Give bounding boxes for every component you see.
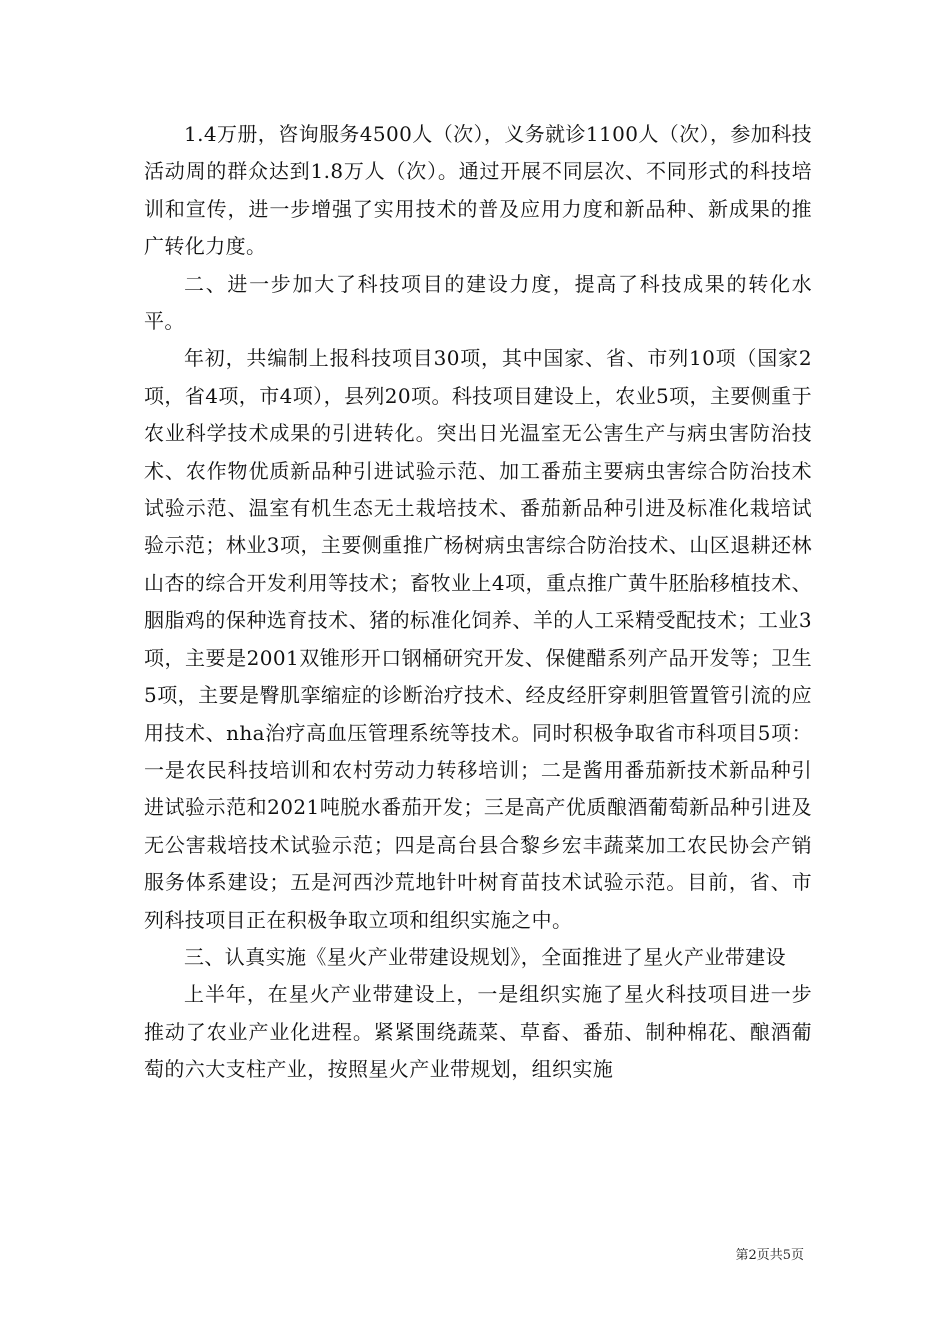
paragraph-1: 1.4万册，咨询服务4500人（次），义务就诊1100人（次），参加科技活动周的群众达到1.8万人（次）。通过开展不同层次、不同形式的科技培训和宣传，进一步增强了实用技术的普及应用力度和新品种、新成果的推广转化力度。 [144,122,813,259]
paragraph-spark-belt: 上半年，在星火产业带建设上，一是组织实施了星火科技项目进一步推动了农业产业化进程。紧紧围绕蔬菜、草畜、番茄、制种棉花、酿酒葡萄的六大支柱产业，按照星火产业带规划，组织实施 [144,982,812,1082]
section-heading-3: 三、认真实施《星火产业带建设规划》，全面推进了星火产业带建设 [184,944,786,969]
page-number-footer: 第2页共5页 [735,1248,804,1263]
paragraph-projects: 年初，共编制上报科技项目30项，其中国家、省、市列10项（国家2项，省4项，市4项），县列20项。科技项目建设上，农业5项，主要侧重于农业科学技术成果的引进转化。突出日光温室无公害生产与病虫害防治技术、农作物优质新品种引进试验示范、加工番茄主要病虫害综合防治技术试验示范、温室有机生态无土栽培技术、番茄新品种引进及标准化栽培试验示范；林业3项，主要侧重推广杨树病虫害综合防治技术、山区退耕还林山杏的综合开发利用等技术；畜牧业上4项，重点推广黄牛胚胎移植技术、胭脂鸡的保种选育技术、猪的标准化饲养、羊的人工采精受配技术；工业3项，主要是2001双锥形开口钢桶研究开发、保健醋系列产品开发等；卫生5项，主要是臀肌挛缩症的诊断治疗技术、经皮经肝穿刺胆管置管引流的应用技术、nha治疗高血压管理系统等技术。同时积极争取省市科项目5项：一是农民科技培训和农村劳动力转移培训；二是酱用番茄新技术新品种引进试验示范和2021吨脱水番茄开发；三是高产优质酿酒葡萄新品种引进及无公害栽培技术试验示范；四是高台县合黎乡宏丰蔬菜加工农民协会产销服务体系建设；五是河西沙荒地针叶树育苗技术试验示范。目前，省、市列科技项目正在积极争取立项和组织实施之中。 [144,346,812,932]
document-body [144,116,812,1089]
section-heading-2: 二、进一步加大了科技项目的建设力度，提高了科技成果的转化水平。 [144,271,812,334]
